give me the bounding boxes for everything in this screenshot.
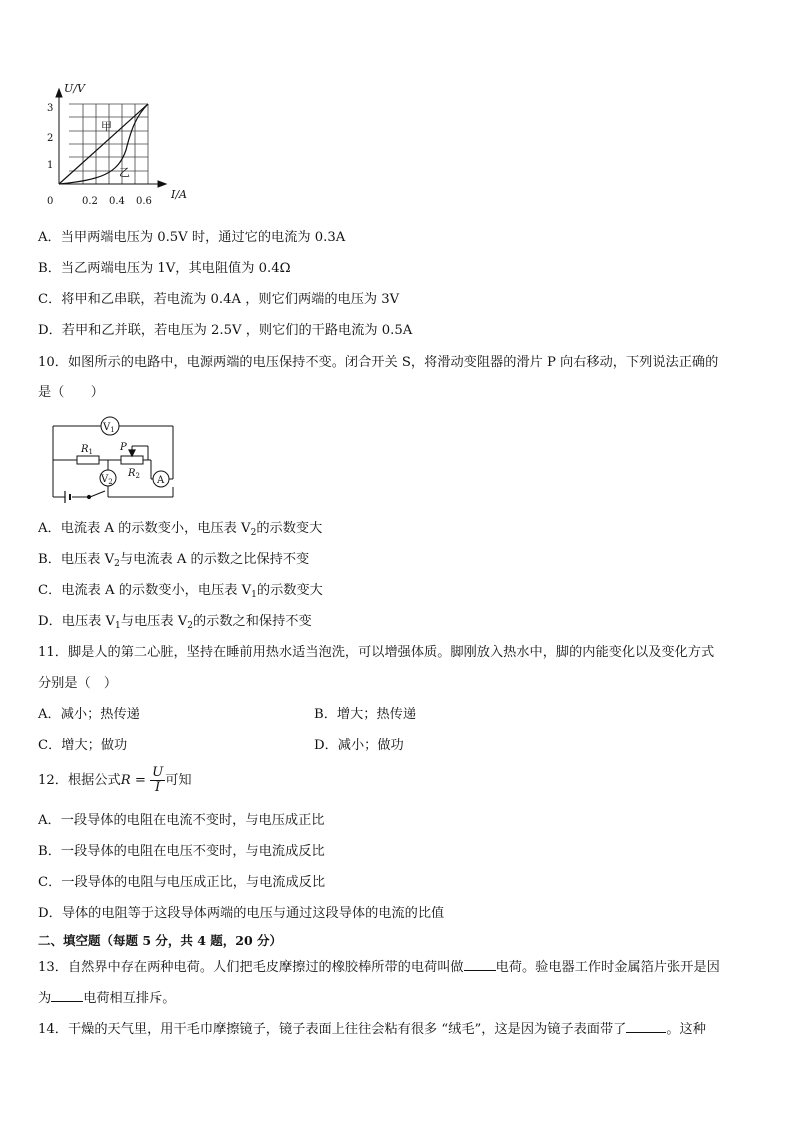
q12-option-b: B．一段导体的电阻在电压不变时，与电流成反比 — [38, 844, 325, 859]
section-heading: 二、填空题（每题 5 分，共 4 题，20 分） — [38, 933, 283, 948]
q13-blank-2 — [51, 988, 83, 1002]
q9-option-d: D．若甲和乙并联，若电压为 2.5V ，则它们的干路电流为 0.5A — [38, 323, 413, 338]
q12-option-c: C．一段导体的电阻与电压成正比，与电流成反比 — [38, 875, 326, 890]
q10-option-c: C．电流表 A 的示数变小，电压表 $V_1$的示数变大 — [38, 583, 323, 600]
q10-stem-line2: 是（ ） — [38, 385, 104, 400]
y-tick-2: 2 — [47, 133, 54, 144]
q11-option-b: B．增大；热传递 — [314, 707, 417, 722]
y-axis-label: U/V — [64, 82, 85, 95]
r1-label: $R_1$ — [81, 444, 93, 456]
a-label: A — [157, 475, 165, 486]
r1-resistor — [77, 456, 99, 464]
r2-label: $R_2$ — [128, 468, 140, 480]
q12-option-a: A．一段导体的电阻在电流不变时，与电压成正比 — [38, 813, 325, 828]
q11-option-c: C．增大；做功 — [38, 738, 128, 753]
y-tick-3: 3 — [47, 103, 54, 114]
u-i-graph — [38, 80, 198, 212]
x-tick-02: 0.2 — [82, 196, 98, 207]
q11-stem-line1: 11．脚是人的第二心脏，坚持在睡前用热水适当泡洗，可以增强体质。脚刚放入热水中，脚的内能变化以及变化方式 — [38, 645, 715, 660]
q14-line1: 14．干燥的天气里，用干毛巾摩擦镜子，镜子表面上往往会粘有很多 “绒毛”，这是因为镜子表面带了 。这种 — [38, 1019, 706, 1039]
x-tick-04: 0.4 — [109, 196, 125, 207]
q12-stem: 12．根据公式R = $\frac{U}{I}$ 可知 — [38, 765, 192, 795]
q13-line1: 13．自然界中存在两种电荷。人们把毛皮摩擦过的橡胶棒所带的电荷叫做 电荷。验电器工作时金属箔片张开是因 — [38, 957, 720, 977]
curve-jia-label: 甲 — [101, 120, 112, 133]
q10-stem-line1: 10．如图所示的电路中，电源两端的电压保持不变。闭合开关 S，将滑动变阻器的滑片 P 向右移动，下列说法正确的 — [38, 355, 719, 370]
q9-option-b: B．当乙两端电压为 1V，其电阻值为 0.4Ω — [38, 261, 291, 276]
v2-label: $V_2$ — [101, 474, 113, 486]
circuit-diagram — [40, 412, 190, 504]
x-tick-06: 0.6 — [136, 196, 152, 207]
q10-option-a: A．电流表 A 的示数变小，电压表 $V_2$的示数变大 — [38, 521, 323, 538]
curve-yi-label: 乙 — [119, 166, 130, 179]
q12-option-d: D．导体的电阻等于这段导体两端的电压与通过这段导体的电流的比值 — [38, 906, 445, 921]
q10-option-b: B．电压表 $V_2$与电流表 A 的示数之比保持不变 — [38, 552, 310, 569]
q11-option-a: A．减小；热传递 — [38, 707, 140, 722]
y-tick-1: 1 — [47, 160, 54, 171]
q11-stem-line2: 分别是（ ） — [38, 676, 118, 691]
p-label: P — [120, 442, 127, 453]
q13-line2: 为 电荷相互排斥。 — [38, 988, 176, 1008]
q11-option-d: D．减小；做功 — [314, 738, 404, 753]
v1-label: $V_1$ — [103, 422, 115, 434]
q13-blank-1 — [464, 957, 496, 971]
q14-blank-1 — [626, 1019, 666, 1033]
formula-fraction: $\frac{U}{I}$ — [152, 765, 164, 795]
x-axis-label: I/A — [171, 188, 187, 201]
origin-label: 0 — [47, 196, 54, 207]
q10-option-d: D．电压表 $V_1$与电压表 $V_2$的示数之和保持不变 — [38, 614, 312, 631]
q9-option-c: C．将甲和乙串联，若电流为 0.4A ，则它们两端的电压为 3V — [38, 292, 400, 307]
q9-option-a: A．当甲两端电压为 0.5V 时，通过它的电流为 0.3A — [38, 230, 346, 245]
